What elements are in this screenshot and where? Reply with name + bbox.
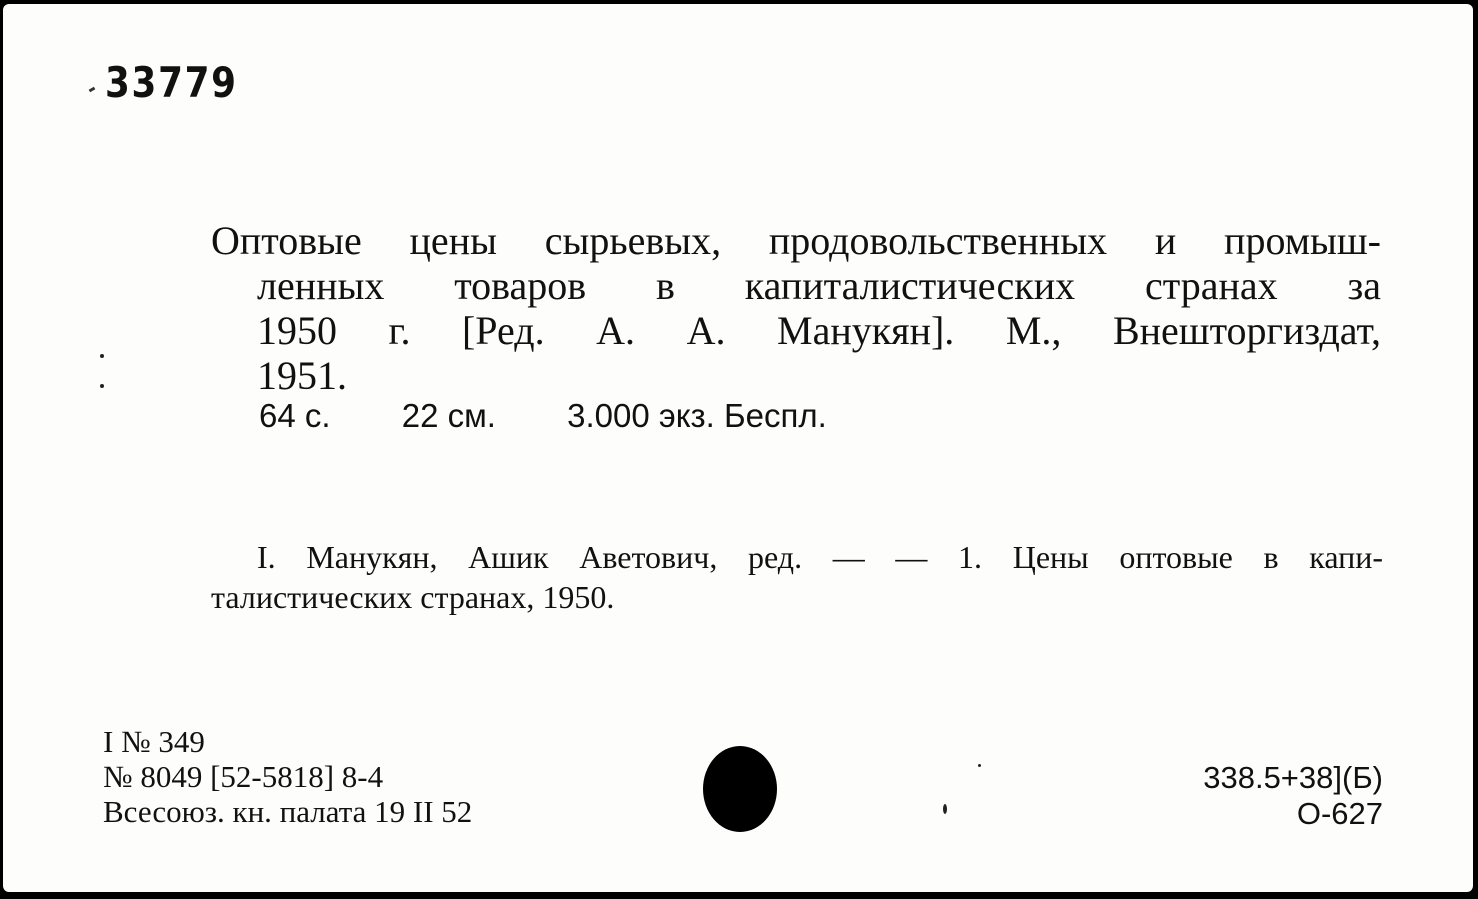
page-count: 64 с. <box>259 397 331 434</box>
tracings <box>211 537 1383 617</box>
registration-line: Всесоюз. кн. палата 19 II 52 <box>103 794 473 829</box>
registration-line: № 8049 [52-5818] 8-4 <box>103 759 384 794</box>
title-line: 1950 г. [Ред. А. А. Манукян]. М., Внешторгиздат, <box>257 308 1381 353</box>
physical-description <box>259 397 889 435</box>
ink-speck <box>100 354 104 358</box>
title-line: 1951. <box>257 353 347 398</box>
author-mark: О-627 <box>1296 796 1383 831</box>
ink-speck <box>978 764 981 767</box>
ink-speck <box>943 804 947 814</box>
punch-hole <box>703 746 777 832</box>
title-line: ленных товаров в капиталистических странах за <box>257 263 1381 308</box>
book-size: 22 см. <box>401 397 496 434</box>
bibliographic-title <box>211 218 1381 398</box>
tracing-line: талистических странах, 1950. <box>211 579 615 615</box>
registration-info <box>103 724 472 829</box>
print-run: 3.000 экз. Беспл. <box>567 397 827 434</box>
catalog-card <box>3 4 1473 892</box>
udc-index: 338.5+38](Б) <box>1203 760 1383 795</box>
ink-speck <box>100 384 104 388</box>
pencil-mark <box>89 87 96 93</box>
title-line: Оптовые цены сырьевых, продовольственных и промыш- <box>211 218 1381 263</box>
registration-line: I № 349 <box>103 724 205 759</box>
classification <box>1203 760 1383 832</box>
tracing-line: I. Манукян, Ашик Аветович, ред. — — 1. Цены оптовые в капи- <box>257 539 1383 575</box>
inventory-number: 33779 <box>105 58 238 107</box>
